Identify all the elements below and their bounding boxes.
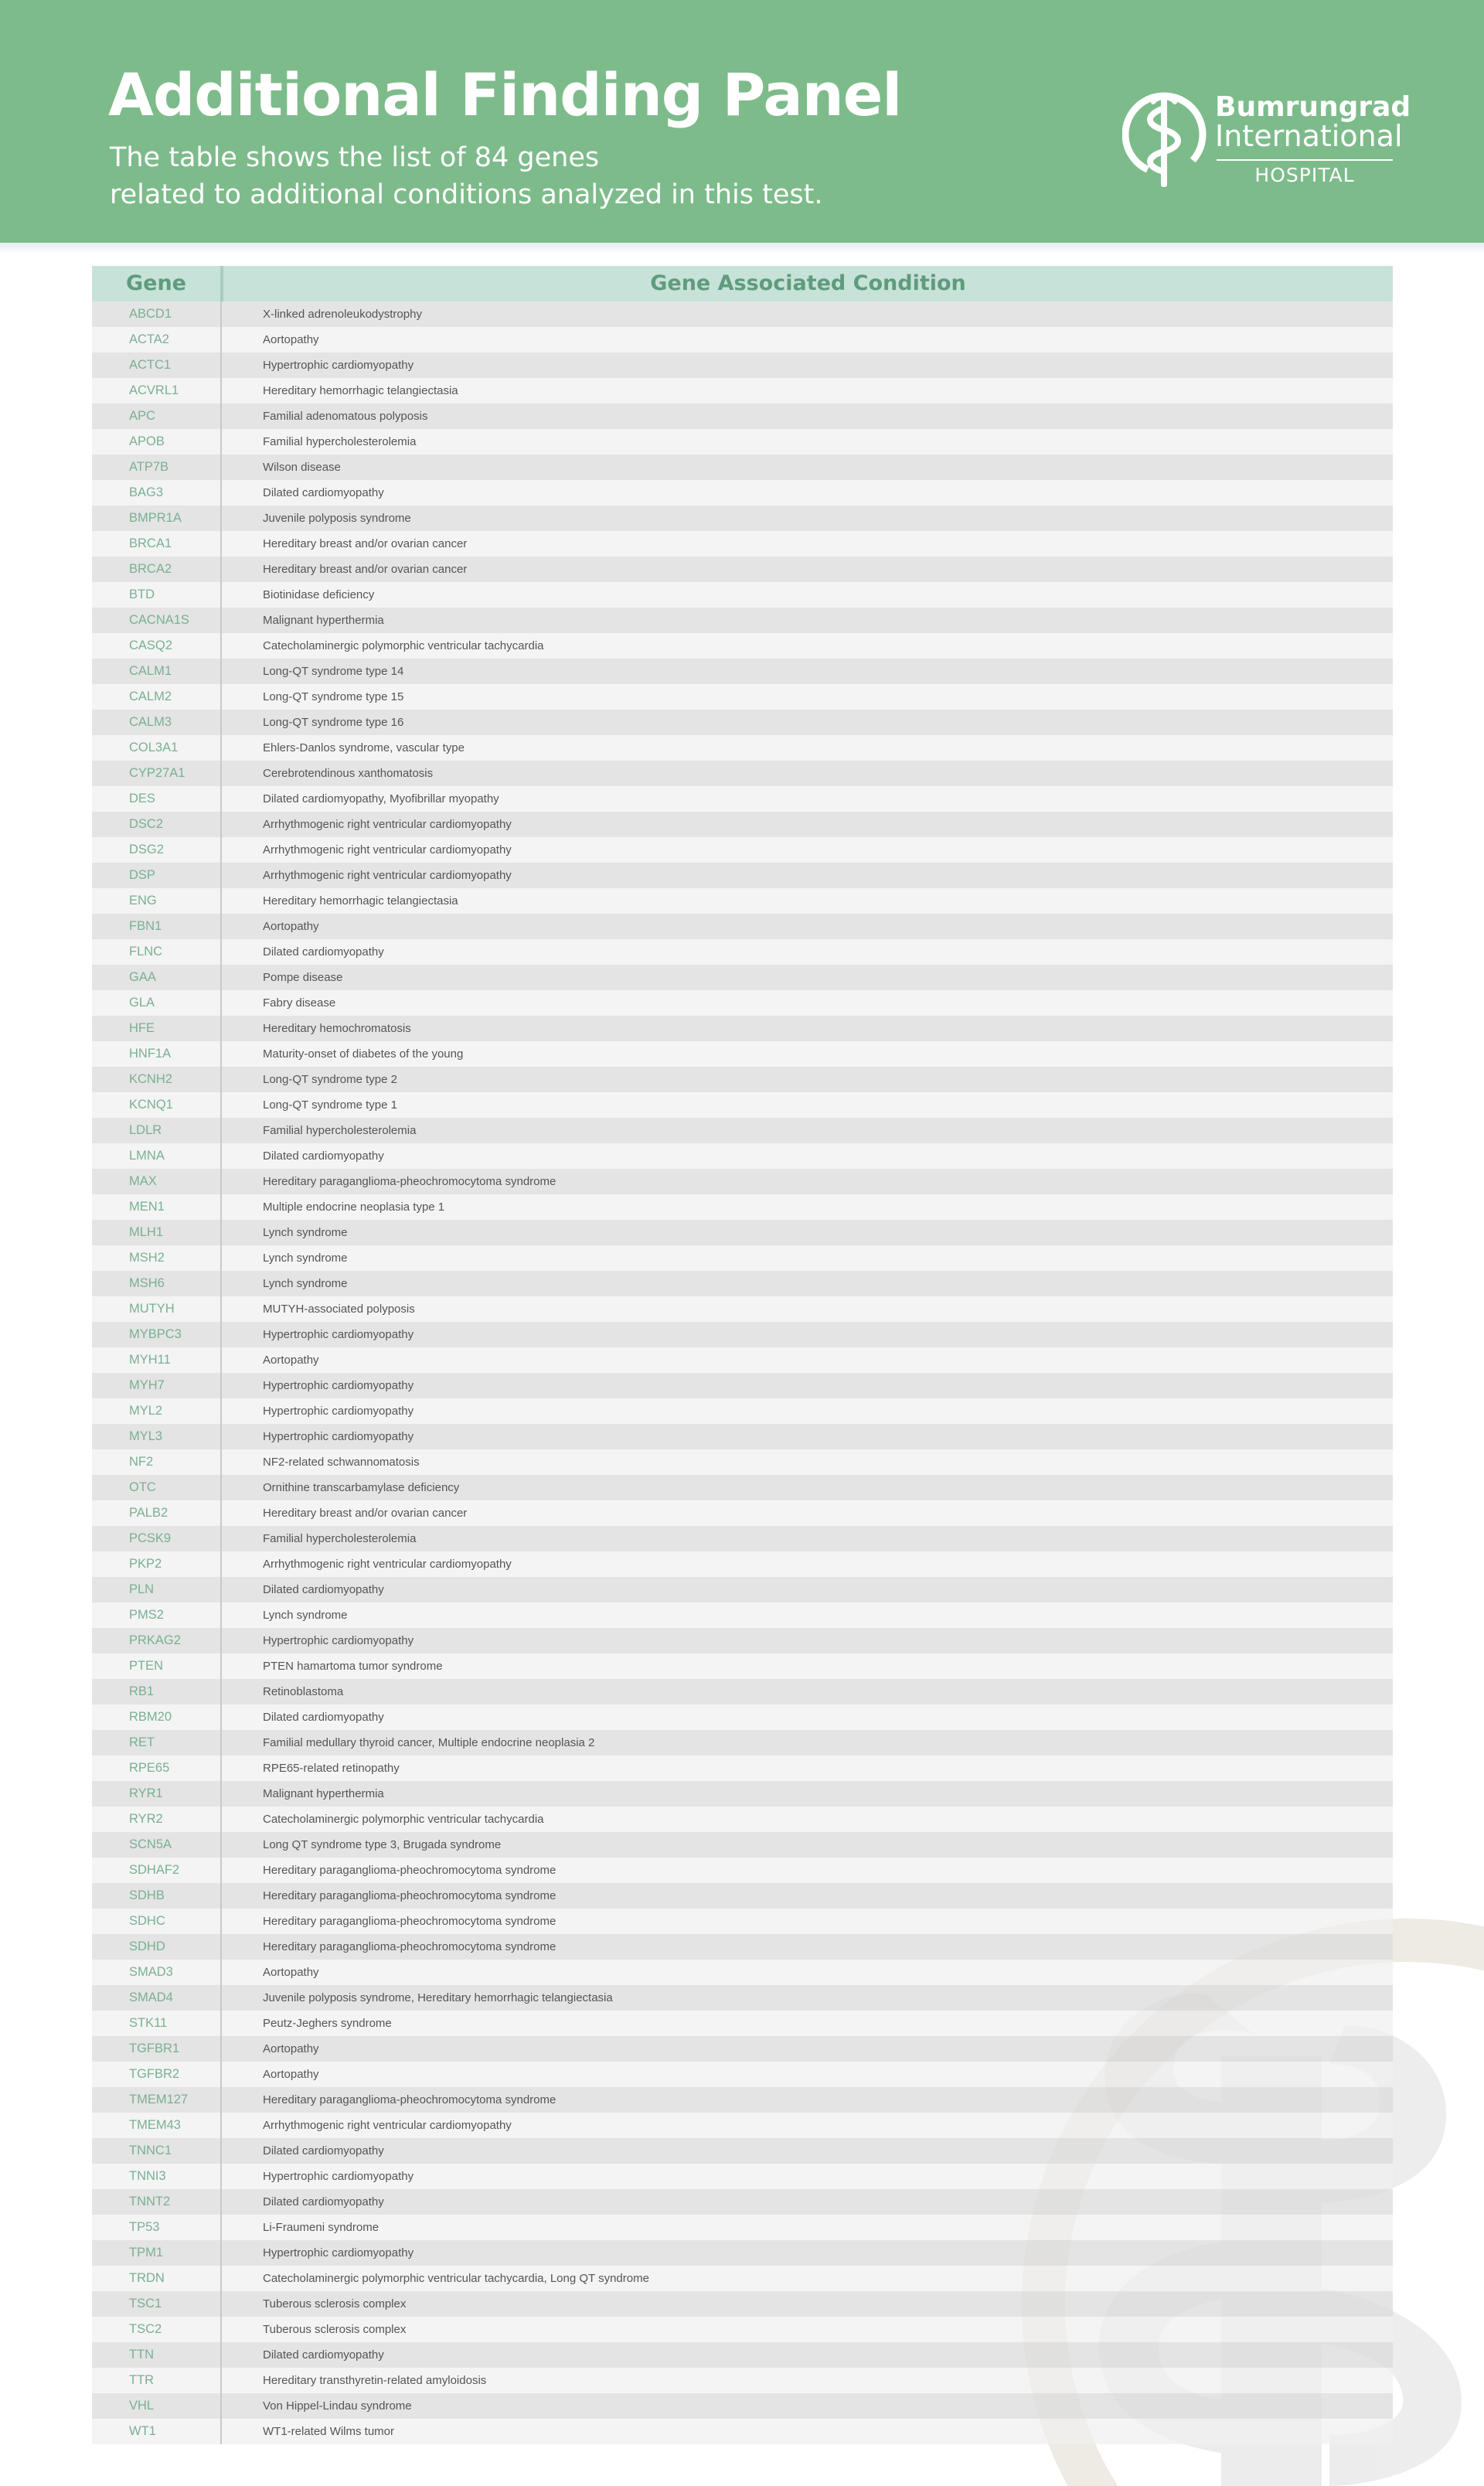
table-row — [92, 1526, 1393, 1551]
table-row — [92, 1500, 1393, 1526]
hospital-logo — [1122, 85, 1411, 193]
gene-cell: ABCD1 — [129, 307, 172, 321]
condition-cell: Von Hippel-Lindau syndrome — [263, 2399, 412, 2413]
condition-cell: Hypertrophic cardiomyopathy — [263, 359, 414, 372]
table-row — [92, 378, 1393, 404]
condition-cell: Familial hypercholesterolemia — [263, 435, 417, 448]
condition-cell: Hereditary paraganglioma-pheochromocytoma syndrome — [263, 2093, 556, 2106]
condition-cell: Peutz-Jeghers syndrome — [263, 2017, 392, 2030]
table-row — [92, 1602, 1393, 1628]
gene-cell: SDHB — [129, 1888, 165, 1902]
table-row — [92, 1322, 1393, 1347]
condition-cell: Li-Fraumeni syndrome — [263, 2221, 380, 2234]
condition-cell: Aortopathy — [263, 2042, 319, 2055]
gene-cell: SDHD — [129, 1939, 165, 1953]
table-body — [92, 301, 1393, 2444]
column-header-condition: Gene Associated Condition — [650, 271, 966, 295]
gene-cell: CYP27A1 — [129, 766, 186, 780]
table-row — [92, 1271, 1393, 1296]
gene-cell: RBM20 — [129, 1710, 172, 1724]
condition-cell: Lynch syndrome — [263, 1226, 348, 1239]
gene-cell: BTD — [129, 587, 155, 601]
table-row — [92, 863, 1393, 888]
gene-cell: STK11 — [129, 2016, 168, 2030]
table-row — [92, 2011, 1393, 2036]
table-row — [92, 965, 1393, 990]
table-row — [92, 1960, 1393, 1985]
condition-cell: Arrhythmogenic right ventricular cardiomyopathy — [263, 2119, 512, 2132]
table-row — [92, 2036, 1393, 2062]
table-row — [92, 1067, 1393, 1092]
table-row — [92, 1245, 1393, 1271]
condition-cell: Catecholaminergic polymorphic ventricular tachycardia — [263, 1813, 544, 1826]
table-row — [92, 659, 1393, 684]
condition-cell: Hereditary paraganglioma-pheochromocytoma syndrome — [263, 1175, 556, 1188]
condition-cell: Familial hypercholesterolemia — [263, 1532, 417, 1545]
condition-cell: Juvenile polyposis syndrome, Hereditary hemorrhagic telangiectasia — [263, 1991, 613, 2004]
gene-cell: APOB — [129, 434, 165, 448]
logo-name-line-1: Bumrungrad — [1215, 91, 1411, 123]
gene-cell: MLH1 — [129, 1225, 164, 1239]
table-row — [92, 480, 1393, 506]
condition-cell: Juvenile polyposis syndrome — [263, 512, 411, 525]
gene-cell: MYH7 — [129, 1378, 165, 1392]
gene-table — [92, 266, 1393, 2444]
gene-cell: TSC1 — [129, 2297, 162, 2311]
gene-cell: BMPR1A — [129, 511, 182, 525]
condition-cell: Hypertrophic cardiomyopathy — [263, 1328, 414, 1341]
table-row — [92, 888, 1393, 914]
condition-cell: Dilated cardiomyopathy — [263, 1149, 384, 1163]
gene-cell: PCSK9 — [129, 1531, 172, 1545]
gene-cell: PTEN — [129, 1659, 164, 1673]
condition-cell: Ornithine transcarbamylase deficiency — [263, 1481, 460, 1494]
condition-cell: X-linked adrenoleukodystrophy — [263, 308, 422, 321]
gene-cell: RB1 — [129, 1684, 155, 1698]
table-row — [92, 1296, 1393, 1322]
table-row — [92, 2317, 1393, 2342]
condition-cell: Maturity-onset of diabetes of the young — [263, 1047, 464, 1061]
table-row — [92, 429, 1393, 455]
gene-cell: SDHC — [129, 1914, 165, 1928]
table-row — [92, 1169, 1393, 1194]
condition-cell: Hereditary transthyretin-related amyloidosis — [263, 2374, 487, 2387]
gene-cell: BAG3 — [129, 485, 164, 499]
gene-cell: CALM1 — [129, 664, 172, 678]
condition-cell: Hereditary paraganglioma-pheochromocytoma syndrome — [263, 1889, 556, 1902]
condition-cell: Arrhythmogenic right ventricular cardiomyopathy — [263, 818, 512, 831]
table-row — [92, 506, 1393, 531]
condition-cell: Dilated cardiomyopathy — [263, 486, 384, 499]
column-divider — [220, 301, 222, 2444]
condition-cell: Wilson disease — [263, 461, 341, 474]
gene-cell: MSH6 — [129, 1276, 165, 1290]
condition-cell: Aortopathy — [263, 920, 319, 933]
gene-cell: TMEM127 — [129, 2093, 189, 2106]
table-row — [92, 2215, 1393, 2240]
gene-cell: ENG — [129, 894, 157, 908]
condition-cell: Hereditary hemochromatosis — [263, 1022, 411, 1035]
table-row — [92, 1551, 1393, 1577]
gene-cell: ACTA2 — [129, 332, 169, 346]
gene-cell: PRKAG2 — [129, 1633, 181, 1647]
table-row — [92, 786, 1393, 812]
gene-cell: GLA — [129, 996, 155, 1010]
table-row — [92, 301, 1393, 327]
gene-cell: COL3A1 — [129, 741, 179, 754]
table-row — [92, 1041, 1393, 1067]
gene-cell: KCNH2 — [129, 1072, 172, 1086]
condition-cell: Malignant hyperthermia — [263, 1787, 384, 1800]
gene-cell: TSC2 — [129, 2322, 162, 2336]
logo-name-line-3: HOSPITAL — [1254, 164, 1355, 186]
table-row — [92, 2087, 1393, 2113]
gene-cell: PALB2 — [129, 1506, 168, 1520]
gene-cell: FBN1 — [129, 919, 162, 933]
table-row — [92, 2138, 1393, 2164]
condition-cell: Arrhythmogenic right ventricular cardiomyopathy — [263, 843, 512, 856]
condition-cell: PTEN hamartoma tumor syndrome — [263, 1660, 443, 1673]
gene-cell: RYR1 — [129, 1786, 163, 1800]
table-row — [92, 1934, 1393, 1960]
condition-cell: Hypertrophic cardiomyopathy — [263, 1430, 414, 1443]
condition-cell: Pompe disease — [263, 971, 343, 984]
table-row — [92, 2240, 1393, 2266]
gene-cell: CALM2 — [129, 690, 172, 703]
table-row — [92, 1220, 1393, 1245]
condition-cell: Hereditary breast and/or ovarian cancer — [263, 537, 468, 550]
gene-cell: TTR — [129, 2373, 155, 2387]
caduceus-icon — [1122, 85, 1212, 193]
page-title: Additional Finding Panel — [108, 60, 902, 129]
table-row — [92, 1475, 1393, 1500]
condition-cell: Hereditary paraganglioma-pheochromocytoma syndrome — [263, 1940, 556, 1953]
gene-cell: MSH2 — [129, 1251, 165, 1265]
table-row — [92, 1194, 1393, 1220]
gene-cell: MUTYH — [129, 1302, 175, 1316]
table-row — [92, 990, 1393, 1016]
condition-cell: Catecholaminergic polymorphic ventricular tachycardia, Long QT syndrome — [263, 2272, 649, 2285]
condition-cell: Ehlers-Danlos syndrome, vascular type — [263, 741, 465, 754]
gene-cell: RET — [129, 1735, 155, 1749]
condition-cell: MUTYH-associated polyposis — [263, 1303, 415, 1316]
gene-cell: HNF1A — [129, 1047, 172, 1061]
gene-cell: PMS2 — [129, 1608, 164, 1622]
condition-cell: Aortopathy — [263, 2068, 319, 2081]
condition-cell: Retinoblastoma — [263, 1685, 344, 1698]
table-row — [92, 1118, 1393, 1143]
header-shadow — [0, 243, 1484, 254]
condition-cell: Dilated cardiomyopathy, Myofibrillar myopathy — [263, 792, 499, 805]
condition-cell: Cerebrotendinous xanthomatosis — [263, 767, 434, 780]
condition-cell: Lynch syndrome — [263, 1277, 348, 1290]
logo-name-line-2: International — [1215, 119, 1403, 153]
gene-cell: VHL — [129, 2399, 155, 2413]
condition-cell: Lynch syndrome — [263, 1609, 348, 1622]
condition-cell: Hypertrophic cardiomyopathy — [263, 2170, 414, 2183]
gene-cell: GAA — [129, 970, 156, 984]
table-row — [92, 2189, 1393, 2215]
gene-cell: SMAD3 — [129, 1965, 173, 1979]
gene-cell: MYH11 — [129, 1353, 171, 1367]
condition-cell: WT1-related Wilms tumor — [263, 2425, 395, 2438]
gene-cell: TTN — [129, 2348, 155, 2362]
gene-cell: OTC — [129, 1480, 156, 1494]
gene-cell: PLN — [129, 1582, 155, 1596]
gene-cell: SDHAF2 — [129, 1863, 180, 1877]
gene-cell: DES — [129, 792, 155, 805]
gene-cell: LMNA — [129, 1149, 165, 1163]
table-row — [92, 1781, 1393, 1807]
condition-cell: Hereditary hemorrhagic telangiectasia — [263, 384, 458, 397]
condition-cell: Hereditary breast and/or ovarian cancer — [263, 563, 468, 576]
condition-cell: Long-QT syndrome type 14 — [263, 665, 404, 678]
gene-cell: MYL3 — [129, 1429, 163, 1443]
table-row — [92, 2164, 1393, 2189]
gene-cell: DSP — [129, 868, 155, 882]
condition-cell: Aortopathy — [263, 1354, 319, 1367]
table-row — [92, 710, 1393, 735]
table-row — [92, 1424, 1393, 1449]
gene-cell: TNNI3 — [129, 2169, 166, 2183]
condition-cell: Fabry disease — [263, 996, 336, 1010]
table-row — [92, 1653, 1393, 1679]
gene-cell: RYR2 — [129, 1812, 163, 1826]
table-row — [92, 2113, 1393, 2138]
table-row — [92, 1347, 1393, 1373]
gene-cell: DSC2 — [129, 817, 164, 831]
subtitle-line-1: The table shows the list of 84 genes — [110, 142, 600, 173]
table-row — [92, 1092, 1393, 1118]
table-row — [92, 1883, 1393, 1909]
gene-cell: CALM3 — [129, 715, 172, 729]
table-row — [92, 1373, 1393, 1398]
condition-cell: NF2-related schwannomatosis — [263, 1456, 420, 1469]
gene-cell: TGFBR1 — [129, 2042, 180, 2055]
gene-cell: SCN5A — [129, 1837, 172, 1851]
gene-cell: FLNC — [129, 945, 163, 959]
gene-cell: HFE — [129, 1021, 155, 1035]
table-row — [92, 582, 1393, 608]
table-row — [92, 352, 1393, 378]
table-row — [92, 837, 1393, 863]
gene-cell: PKP2 — [129, 1557, 162, 1571]
condition-cell: Biotinidase deficiency — [263, 588, 375, 601]
condition-cell: Dilated cardiomyopathy — [263, 1583, 384, 1596]
table-row — [92, 684, 1393, 710]
gene-cell: TMEM43 — [129, 2118, 181, 2132]
table-row — [92, 1807, 1393, 1832]
gene-cell: MEN1 — [129, 1200, 165, 1214]
table-row — [92, 531, 1393, 557]
condition-cell: Dilated cardiomyopathy — [263, 2144, 384, 2157]
table-row — [92, 1858, 1393, 1883]
condition-cell: Arrhythmogenic right ventricular cardiomyopathy — [263, 1558, 512, 1571]
table-row — [92, 2393, 1393, 2419]
condition-cell: Dilated cardiomyopathy — [263, 2348, 384, 2362]
table-row — [92, 1832, 1393, 1858]
gene-cell: TP53 — [129, 2220, 160, 2234]
table-row — [92, 1449, 1393, 1475]
condition-cell: Hypertrophic cardiomyopathy — [263, 1634, 414, 1647]
condition-cell: Hereditary breast and/or ovarian cancer — [263, 1507, 468, 1520]
table-row — [92, 2342, 1393, 2368]
condition-cell: Aortopathy — [263, 1966, 319, 1979]
gene-cell: WT1 — [129, 2424, 156, 2438]
gene-cell: NF2 — [129, 1455, 154, 1469]
condition-cell: Hypertrophic cardiomyopathy — [263, 1379, 414, 1392]
gene-cell: TRDN — [129, 2271, 165, 2285]
gene-cell: DSG2 — [129, 843, 164, 856]
gene-cell: MAX — [129, 1174, 157, 1188]
logo-divider — [1217, 159, 1393, 161]
condition-cell: Aortopathy — [263, 333, 319, 346]
table-row — [92, 608, 1393, 633]
table-row — [92, 2368, 1393, 2393]
table-row — [92, 1704, 1393, 1730]
condition-cell: Tuberous sclerosis complex — [263, 2323, 407, 2336]
column-header-gene: Gene — [125, 271, 186, 295]
condition-cell: Hereditary paraganglioma-pheochromocytoma syndrome — [263, 1864, 556, 1877]
table-row — [92, 2266, 1393, 2291]
table-row — [92, 404, 1393, 429]
condition-cell: Arrhythmogenic right ventricular cardiomyopathy — [263, 869, 512, 882]
gene-cell: BRCA1 — [129, 536, 172, 550]
page-subtitle — [110, 139, 822, 213]
gene-cell: CASQ2 — [129, 639, 172, 652]
condition-cell: Dilated cardiomyopathy — [263, 1711, 384, 1724]
gene-cell: APC — [129, 409, 155, 423]
table-row — [92, 633, 1393, 659]
table-row — [92, 455, 1393, 480]
gene-cell: MYL2 — [129, 1404, 163, 1418]
table-row — [92, 557, 1393, 582]
table-row — [92, 1985, 1393, 2011]
page-header — [0, 0, 1484, 243]
gene-cell: SMAD4 — [129, 1991, 173, 2004]
gene-cell: TNNC1 — [129, 2144, 172, 2157]
gene-cell: ATP7B — [129, 460, 169, 474]
subtitle-line-2: related to additional conditions analyzed in this test. — [110, 179, 823, 210]
table-row — [92, 761, 1393, 786]
gene-cell: RPE65 — [129, 1761, 170, 1775]
condition-cell: Lynch syndrome — [263, 1252, 348, 1265]
table-row — [92, 1679, 1393, 1704]
gene-cell: CACNA1S — [129, 613, 189, 627]
condition-cell: Long-QT syndrome type 2 — [263, 1073, 397, 1086]
condition-cell: Familial medullary thyroid cancer, Multiple endocrine neoplasia 2 — [263, 1736, 595, 1749]
table-row — [92, 1143, 1393, 1169]
table-row — [92, 1628, 1393, 1653]
table-row — [92, 735, 1393, 761]
table-row — [92, 2419, 1393, 2444]
condition-cell: Catecholaminergic polymorphic ventricular tachycardia — [263, 639, 544, 652]
gene-cell: TNNT2 — [129, 2195, 171, 2208]
gene-cell: KCNQ1 — [129, 1098, 173, 1112]
condition-cell: Long-QT syndrome type 15 — [263, 690, 404, 703]
condition-cell: Long QT syndrome type 3, Brugada syndrome — [263, 1838, 502, 1851]
condition-cell: Dilated cardiomyopathy — [263, 2195, 384, 2208]
table-row — [92, 812, 1393, 837]
gene-cell: TPM1 — [129, 2246, 164, 2260]
condition-cell: Familial hypercholesterolemia — [263, 1124, 417, 1137]
condition-cell: Multiple endocrine neoplasia type 1 — [263, 1200, 445, 1214]
table-row — [92, 1756, 1393, 1781]
table-row — [92, 1016, 1393, 1041]
gene-cell: LDLR — [129, 1123, 162, 1137]
table-row — [92, 939, 1393, 965]
condition-cell: Familial adenomatous polyposis — [263, 410, 428, 423]
gene-cell: BRCA2 — [129, 562, 172, 576]
table-row — [92, 327, 1393, 352]
table-row — [92, 2062, 1393, 2087]
gene-cell: ACVRL1 — [129, 383, 179, 397]
condition-cell: Long-QT syndrome type 16 — [263, 716, 404, 729]
table-row — [92, 2291, 1393, 2317]
table-row — [92, 1577, 1393, 1602]
condition-cell: Hypertrophic cardiomyopathy — [263, 2246, 414, 2260]
condition-cell: Tuberous sclerosis complex — [263, 2297, 407, 2311]
gene-cell: TGFBR2 — [129, 2067, 180, 2081]
condition-cell: RPE65-related retinopathy — [263, 1762, 400, 1775]
table-header — [92, 266, 1393, 301]
condition-cell: Hypertrophic cardiomyopathy — [263, 1405, 414, 1418]
condition-cell: Hereditary paraganglioma-pheochromocytoma syndrome — [263, 1915, 556, 1928]
table-row — [92, 1909, 1393, 1934]
gene-cell: MYBPC3 — [129, 1327, 182, 1341]
table-row — [92, 1398, 1393, 1424]
condition-cell: Dilated cardiomyopathy — [263, 945, 384, 959]
table-row — [92, 1730, 1393, 1756]
condition-cell: Long-QT syndrome type 1 — [263, 1098, 397, 1112]
table-row — [92, 914, 1393, 939]
condition-cell: Malignant hyperthermia — [263, 614, 384, 627]
condition-cell: Hereditary hemorrhagic telangiectasia — [263, 894, 458, 908]
gene-cell: ACTC1 — [129, 358, 172, 372]
